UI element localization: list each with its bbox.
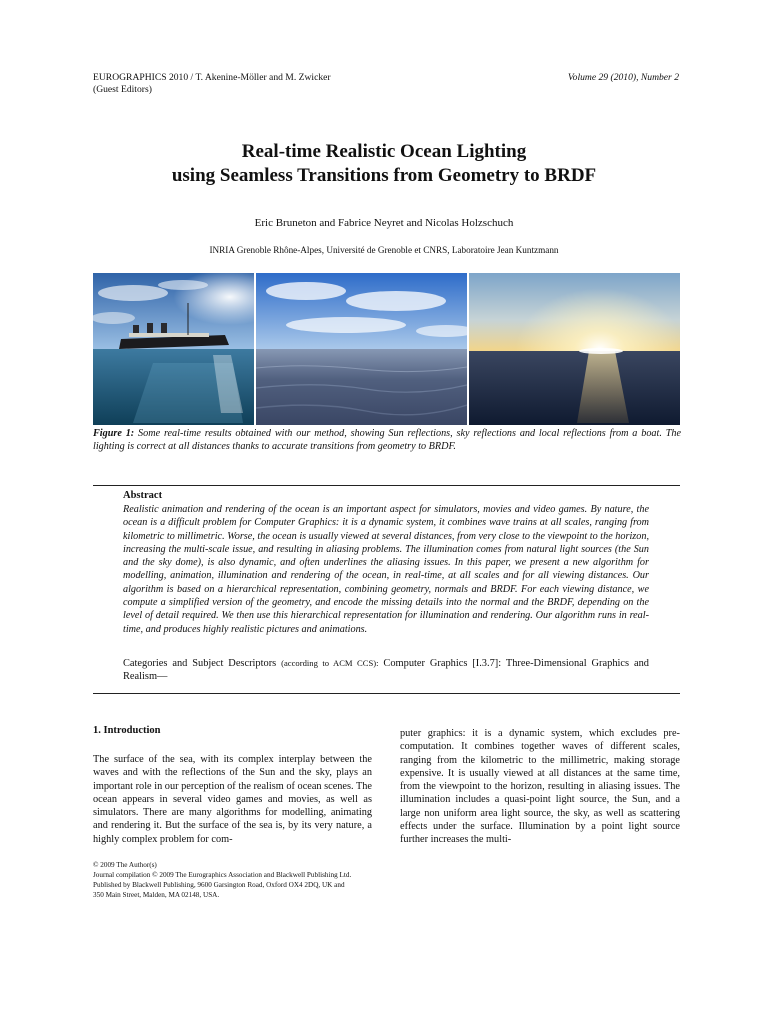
title-line-1: Real-time Realistic Ocean Lighting	[241, 141, 527, 162]
copyright-line-2: Journal compilation © 2009 The Eurographics Association and Blackwell Publishing Ltd.	[93, 871, 352, 879]
categories-descriptors	[123, 657, 649, 684]
figure-label: Figure 1:	[93, 428, 135, 439]
conference-line: EUROGRAPHICS 2010 / T. Akenine-Möller and M. Zwicker	[93, 72, 331, 83]
figure-image-sky	[256, 273, 467, 425]
figure-caption-text: Some real-time results obtained with our method, showing Sun reflections, sky reflections and local reflections from a boat. The lighting is correct at all distances thanks to accurate transitions from geometry to BRDF.	[93, 428, 681, 452]
copyright-line-1: © 2009 The Author(s)	[93, 861, 157, 869]
copyright-line-4: 350 Main Street, Malden, MA 02148, USA.	[93, 891, 220, 899]
title-line-2: using Seamless Transitions from Geometry to BRDF	[171, 165, 597, 186]
intro-column-right: puter graphics: it is a dynamic system, which excludes pre-computation. It combines together waves of different scales, ranging from the kilometric to the millimetric, making storage expensive. It is usually viewed at all distances at the same time, from the viewpoint to the horizon, resulting in aliasing issues. The illumination includes a quasi-point light source, the Sun, and a large non uniform area light source, the sky, as well as scattering effects under the surface. Illumination by a point light source further increases the multi-	[400, 728, 680, 846]
boat-scene-illustration	[93, 273, 254, 425]
categories-label: Categories and Subject Descriptors	[123, 658, 277, 669]
figure-image-boat	[93, 273, 254, 425]
figure-caption	[93, 427, 681, 453]
editors-line: (Guest Editors)	[93, 84, 152, 95]
volume-number: Volume 29 (2010), Number 2	[567, 72, 679, 83]
figure-image-sunset	[469, 273, 680, 425]
categories-text: Computer Graphics [I.3.7]: Three-Dimensional Graphics and Realism—	[123, 658, 649, 683]
categories-acm: (according to ACM CCS):	[281, 658, 379, 668]
section-heading-introduction: 1. Introduction	[93, 725, 161, 736]
intro-column-left: The surface of the sea, with its complex interplay between the waves and with the reflections of the Sun and the sky, plays an important role in our perception of the realism of ocean scenes. The ocean appears in several video games and movies, as well as simulators. There are many algorithms for modelling, animating and rendering it. But the surface of the sea is, by its very nature, a highly complex problem for com-	[93, 754, 372, 845]
abstract-heading: Abstract	[123, 490, 163, 501]
running-header-left	[93, 72, 393, 96]
affiliation: INRIA Grenoble Rhône-Alpes, Université de Grenoble et CNRS, Laboratoire Jean Kuntzmann	[209, 245, 559, 255]
sky-reflection-illustration	[256, 273, 467, 425]
authors: Eric Bruneton and Fabrice Neyret and Nicolas Holzschuch	[254, 217, 514, 229]
abstract-text: Realistic animation and rendering of the ocean is an important aspect for simulators, movies and video games. By nature, the ocean is a difficult problem for Computer Graphics: it is a dynamic system, it combines wave trains at all scales, ranging from kilometric to millimetric. Worse, the ocean is usually viewed at several distances, from very close to the viewpoint to the horizon, increasing the multi-scale issue, and resulting in aliasing problems. The illumination comes from natural light sources (the Sun and the sky dome), is also dynamic, and often underlines the aliasing issues. In this paper, we present a new algorithm for modelling, animation, illumination and rendering of the ocean, in real-time, at all scales and for all viewing distances. Our algorithm is based on a hierarchical representation, combining geometry, normals and BRDF. For each viewing distance, we compute a simplified version of the geometry, and encode the missing details into the normal and the BRDF, depending on the level of detail required. We then use this hierarchical representation for illumination and rendering. Our algorithm runs in real-time, and produces highly realistic pictures and animations.	[123, 504, 649, 635]
abstract-bottom-rule	[93, 693, 680, 694]
copyright-notice	[93, 860, 378, 900]
sunset-reflection-illustration	[469, 273, 680, 425]
paper-title	[0, 140, 768, 188]
copyright-line-3: Published by Blackwell Publishing, 9600 Garsington Road, Oxford OX4 2DQ, UK and	[93, 881, 345, 889]
abstract-top-rule	[93, 485, 680, 486]
